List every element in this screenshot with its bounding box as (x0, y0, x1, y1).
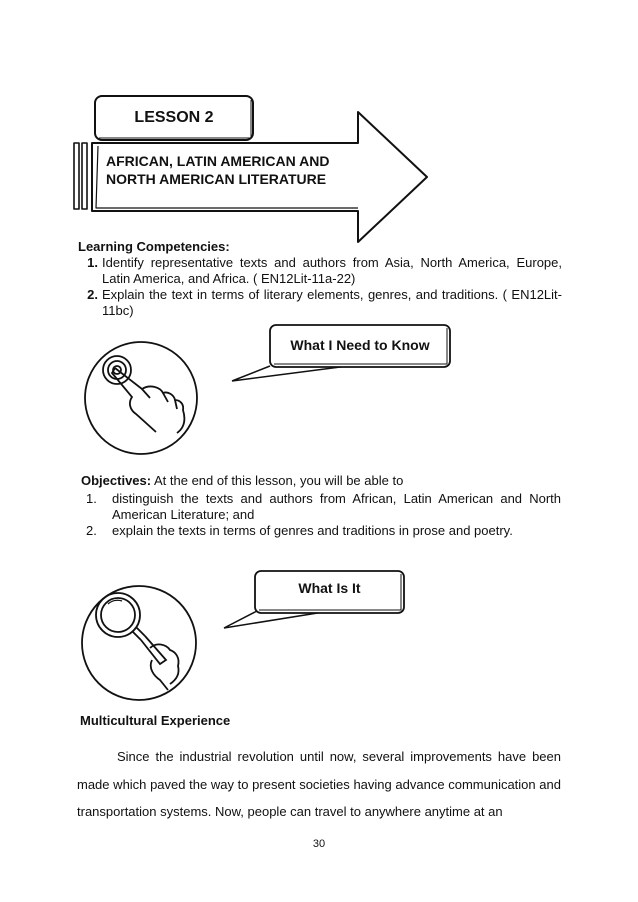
list-text: distinguish the texts and authors from African, Latin American and North American Literature; and (112, 491, 561, 522)
list-item (78, 287, 562, 319)
list-item (86, 523, 561, 539)
list-number: 2. (86, 523, 97, 538)
need-to-know-label: What I Need to Know (290, 337, 430, 353)
lesson-title-line1: AFRICAN, LATIN AMERICAN AND (106, 153, 330, 169)
what-is-it-label: What Is It (298, 580, 361, 596)
list-text: Explain the text in terms of literary elements, genres, and traditions. ( EN12Lit-11bc) (102, 287, 562, 318)
section-heading: Multicultural Experience (80, 713, 231, 728)
list-text: Identify representative texts and authors from Asia, North America, Europe, Latin America, and Africa. ( EN12Lit-11a-22) (102, 255, 562, 286)
lesson-label: LESSON 2 (134, 109, 214, 126)
list-number: 1. (87, 255, 98, 270)
page-number: 30 (312, 838, 326, 850)
list-item (78, 255, 562, 287)
objectives-intro (81, 473, 561, 489)
hand-touch-icon (85, 342, 197, 454)
section-paragraph: Since the industrial revolution until now, several improvements have been made which paved the way to present societies having advance communication and transportation systems. Now, people can travel to anywhere anytime at an (77, 749, 561, 819)
lesson-title-line2: NORTH AMERICAN LITERATURE (106, 171, 327, 187)
list-number: 1. (86, 491, 97, 506)
competencies-heading: Learning Competencies: (78, 239, 230, 254)
competencies-list (78, 255, 562, 319)
objectives-label: Objectives: (81, 473, 152, 488)
magnifying-glass-icon (82, 586, 196, 700)
objectives-list (86, 491, 561, 539)
list-number: 2. (87, 287, 98, 302)
objectives-intro-text: At the end of this lesson, you will be able to (151, 473, 404, 488)
list-text: explain the texts in terms of genres and traditions in prose and poetry. (112, 523, 513, 538)
lesson-title (106, 152, 366, 188)
list-item (86, 491, 561, 523)
